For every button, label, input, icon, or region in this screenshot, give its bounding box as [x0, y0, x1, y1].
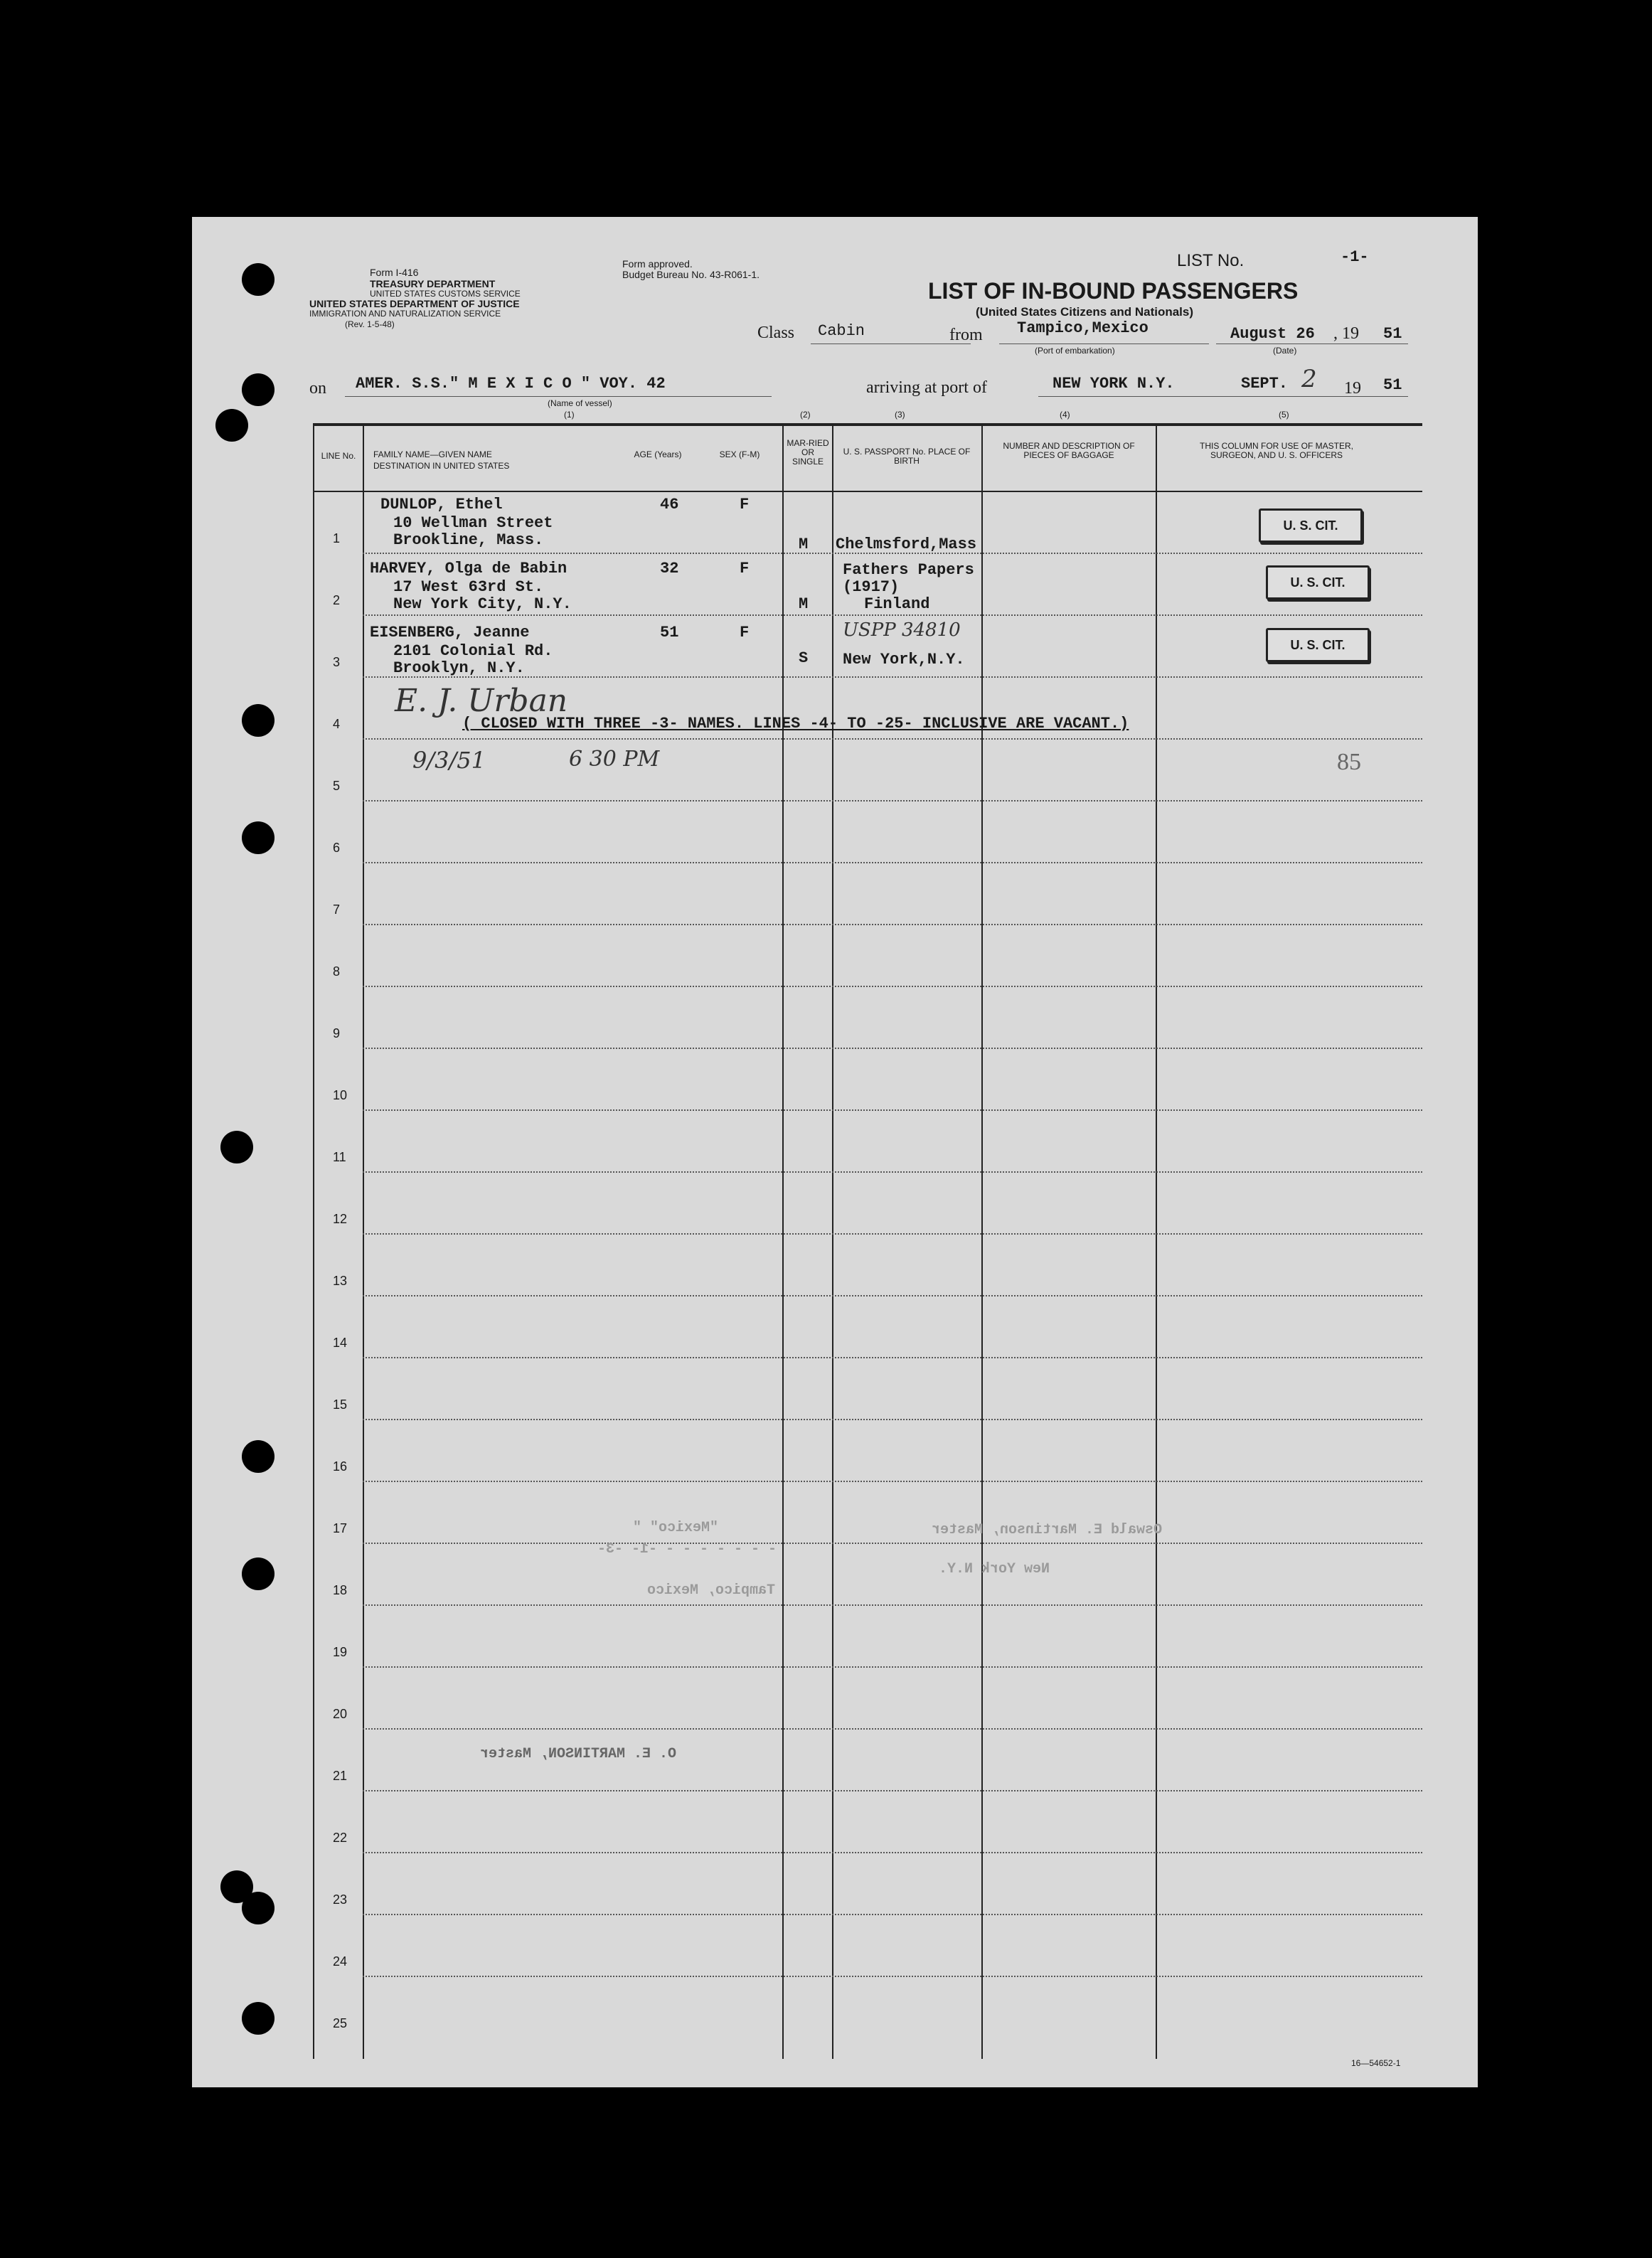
- record-count: 85: [1337, 749, 1361, 775]
- binder-hole: [242, 2002, 275, 2035]
- form-revision: (Rev. 1-5-48): [345, 319, 395, 329]
- line-number: 22: [333, 1831, 348, 1845]
- row-separator: [363, 1852, 1422, 1853]
- form-approved: Form approved.: [622, 258, 693, 270]
- col-header-baggage: NUMBER AND DESCRIPTION OF PIECES OF BAGGAGE: [1003, 441, 1135, 460]
- passenger-age: 46: [660, 496, 679, 513]
- ins-service: IMMIGRATION AND NATURALIZATION SERVICE: [309, 309, 501, 319]
- class-label: Class: [757, 324, 795, 342]
- form-subtitle: (United States Citizens and Nationals): [975, 305, 1194, 319]
- line-number: 19: [333, 1645, 348, 1659]
- bleed-ship: "Mexico" ": [633, 1520, 719, 1536]
- from-value: Tampico,Mexico: [1017, 319, 1149, 337]
- row-separator: [363, 800, 1422, 802]
- col-rule: [363, 423, 364, 2059]
- line-number: 2: [333, 593, 341, 607]
- row-separator: [363, 1790, 1422, 1791]
- date-caption: (Date): [1273, 346, 1297, 356]
- row-separator: [363, 1543, 1422, 1544]
- col-header-officers: THIS COLUMN FOR USE OF MASTER, SURGEON, AND U. S. OFFICERS: [1199, 441, 1353, 460]
- passenger-birthplace: Chelmsford,Mass: [836, 536, 977, 553]
- passenger-age: 32: [660, 560, 679, 577]
- col-header-age: AGE (Years): [634, 449, 682, 459]
- col-ref-2: (2): [800, 410, 811, 420]
- arrival-year-prefix: 19: [1344, 379, 1361, 398]
- row-separator: [363, 1914, 1422, 1915]
- binder-hole: [220, 1131, 253, 1163]
- col-header-line: LINE No.: [321, 451, 356, 461]
- from-label: from: [949, 326, 983, 344]
- col-header-passport: U. S. PASSPORT No. PLACE OF BIRTH: [843, 447, 971, 466]
- arrival-day: 2: [1301, 365, 1317, 393]
- row-separator: [363, 1109, 1422, 1111]
- passenger-address: 17 West 63rd St.: [393, 578, 544, 596]
- col-rule: [313, 423, 314, 2059]
- row-separator: [363, 1233, 1422, 1235]
- col-ref-4: (4): [1060, 410, 1070, 420]
- passenger-marital: M: [799, 536, 809, 553]
- line-number: 13: [333, 1274, 348, 1288]
- row-separator: [363, 1295, 1422, 1296]
- form-title: LIST OF IN-BOUND PASSENGERS: [928, 278, 1299, 304]
- inspection-time: 6 30 PM: [569, 747, 660, 772]
- col-rule: [981, 423, 983, 2059]
- bleed-port: New York N.Y.: [939, 1561, 1050, 1577]
- manifest-page: [192, 217, 1478, 2087]
- arrival-port: NEW YORK N.Y.: [1053, 375, 1175, 393]
- line-number: 4: [333, 717, 341, 731]
- line-number: 14: [333, 1336, 348, 1350]
- bleed-embark: Tampico, Mexico: [647, 1582, 776, 1599]
- line-number: 10: [333, 1088, 348, 1102]
- header-bottom-rule: [313, 491, 1422, 492]
- binder-hole: [242, 1440, 275, 1473]
- row-separator: [363, 614, 1422, 616]
- list-no-value: -1-: [1341, 248, 1369, 266]
- date-year: 51: [1383, 325, 1402, 343]
- row-separator: [363, 1481, 1422, 1482]
- passenger-city: Brooklyn, N.Y.: [393, 659, 525, 677]
- binder-hole: [242, 704, 275, 737]
- row-separator: [363, 1666, 1422, 1668]
- row-separator: [363, 738, 1422, 740]
- form-footer-code: 16—54652-1: [1351, 2058, 1401, 2068]
- us-citizen-stamp: U. S. CIT.: [1266, 565, 1370, 600]
- date-value: August 26: [1230, 325, 1315, 343]
- date-year-prefix: , 19: [1333, 324, 1359, 343]
- port-caption: (Port of embarkation): [1035, 346, 1115, 356]
- col-rule: [832, 423, 833, 2059]
- row-separator: [363, 986, 1422, 987]
- customs-service: UNITED STATES CUSTOMS SERVICE: [370, 289, 521, 299]
- row-separator: [363, 1419, 1422, 1420]
- line-number: 15: [333, 1397, 348, 1412]
- line-number: 16: [333, 1459, 348, 1474]
- passenger-sex: F: [740, 560, 750, 577]
- col-header-married: MAR-RIED OR SINGLE: [787, 438, 829, 467]
- line-number: 3: [333, 655, 341, 669]
- row-separator: [363, 1604, 1422, 1606]
- passenger-sex: F: [740, 624, 750, 641]
- passenger-name: HARVEY, Olga de Babin: [370, 560, 567, 577]
- arrival-month: SEPT.: [1241, 375, 1289, 393]
- col-header-destination: DESTINATION IN UNITED STATES: [373, 461, 510, 471]
- row-separator: [363, 924, 1422, 925]
- col-ref-1: (1): [564, 410, 575, 420]
- passenger-address: 10 Wellman Street: [393, 514, 553, 532]
- line-number: 5: [333, 779, 341, 793]
- closing-statement: ( CLOSED WITH THREE -3- NAMES. LINES -4- TO -25- INCLUSIVE ARE VACANT.): [462, 715, 1129, 733]
- binder-hole: [215, 409, 248, 442]
- passenger-name: EISENBERG, Jeanne: [370, 624, 530, 641]
- us-citizen-stamp: U. S. CIT.: [1266, 628, 1370, 662]
- inspection-date: 9/3/51: [412, 747, 486, 774]
- col-ref-5: (5): [1279, 410, 1289, 420]
- line-number: 7: [333, 902, 341, 917]
- line-number: 1: [333, 531, 341, 545]
- passenger-sex: F: [740, 496, 750, 513]
- passenger-marital: M: [799, 595, 809, 613]
- binder-hole: [242, 821, 275, 854]
- list-no-label: LIST No.: [1177, 251, 1245, 270]
- arrival-underline: [1038, 396, 1408, 397]
- passenger-marital: S: [799, 649, 809, 667]
- table-top-rule: [313, 423, 1422, 426]
- us-citizen-stamp: U. S. CIT.: [1259, 508, 1363, 543]
- binder-hole: [242, 1892, 275, 1924]
- passenger-city: New York City, N.Y.: [393, 595, 572, 613]
- line-number: 25: [333, 2016, 348, 2030]
- col-ref-3: (3): [895, 410, 905, 420]
- line-number: 20: [333, 1707, 348, 1721]
- line-number: 18: [333, 1583, 348, 1597]
- passenger-name: DUNLOP, Ethel: [380, 496, 503, 513]
- line-number: 17: [333, 1521, 348, 1535]
- row-separator: [363, 1357, 1422, 1358]
- row-separator: [363, 1976, 1422, 1977]
- binder-hole: [242, 373, 275, 406]
- arriving-label: arriving at port of: [866, 378, 987, 397]
- line-number: 21: [333, 1769, 348, 1783]
- passenger-passport: USPP 34810: [843, 619, 961, 641]
- row-separator: [363, 1728, 1422, 1730]
- inspector-initials: E. J. Urban: [395, 683, 568, 719]
- passenger-city: Brookline, Mass.: [393, 531, 544, 549]
- line-number: 24: [333, 1954, 348, 1969]
- col-header-name: FAMILY NAME—GIVEN NAME: [373, 449, 492, 459]
- passenger-passport-year: (1917): [843, 578, 900, 596]
- vessel-name: AMER. S.S." M E X I C O " VOY. 42: [356, 375, 666, 393]
- binder-hole: [242, 1557, 275, 1590]
- line-number: 23: [333, 1892, 348, 1907]
- treasury-dept: TREASURY DEPARTMENT: [370, 278, 496, 289]
- row-separator: [363, 1171, 1422, 1173]
- passenger-address: 2101 Colonial Rd.: [393, 642, 553, 660]
- col-rule: [782, 423, 784, 2059]
- arrival-year: 51: [1383, 376, 1402, 394]
- passenger-birthplace: Finland: [864, 595, 930, 613]
- form-number: Form I-416: [370, 267, 419, 278]
- row-separator: [363, 1048, 1422, 1049]
- class-value: Cabin: [818, 322, 865, 340]
- line-number: 12: [333, 1212, 348, 1226]
- line-number: 11: [333, 1150, 346, 1164]
- bleed-signature: O. E. MARTINSON, Master: [480, 1746, 677, 1762]
- bleed-master: Oswald E. Martinson, Master: [932, 1522, 1163, 1538]
- col-rule: [1156, 423, 1157, 2059]
- vessel-caption: (Name of vessel): [548, 398, 612, 408]
- col-header-sex: SEX (F-M): [719, 449, 760, 459]
- row-separator: [363, 862, 1422, 863]
- passenger-birthplace: New York,N.Y.: [843, 651, 965, 669]
- passenger-age: 51: [660, 624, 679, 641]
- line-number: 9: [333, 1026, 341, 1040]
- binder-hole: [242, 263, 275, 296]
- line-number: 8: [333, 964, 341, 979]
- justice-dept: UNITED STATES DEPARTMENT OF JUSTICE: [309, 298, 520, 309]
- line-number: 6: [333, 841, 341, 855]
- passenger-passport: Fathers Papers: [843, 561, 974, 579]
- budget-bureau: Budget Bureau No. 43-R061-1.: [622, 269, 760, 280]
- on-label: on: [309, 379, 326, 398]
- bleed-counts: - - - - - - - -1- -3-: [597, 1541, 777, 1557]
- vessel-underline: [345, 396, 772, 397]
